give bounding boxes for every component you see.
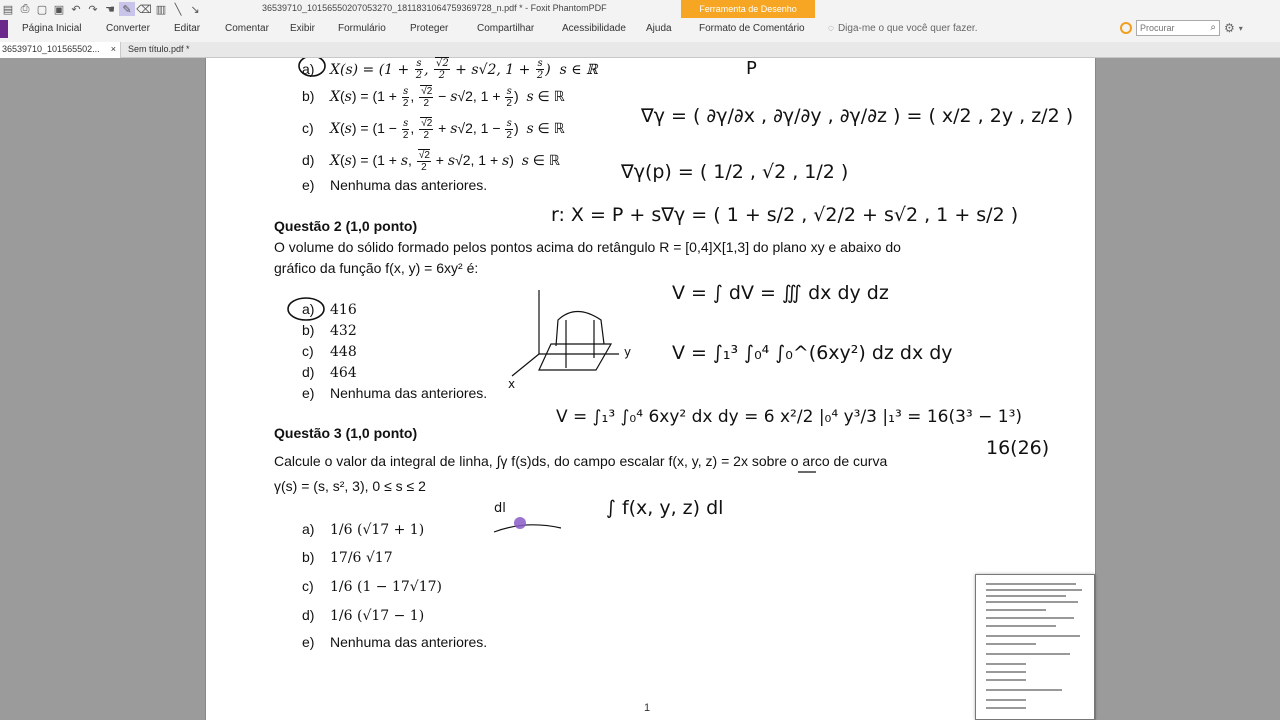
q1-option-a: a) X(s) = (1 + $\frac{s}{2}$ , $\frac{√2}{2}$ + s√2, 1 + $\frac{s}{2}$ ) s ∈ ℝ: [302, 58, 598, 81]
file-menu-button[interactable]: [0, 20, 8, 38]
tell-me-box[interactable]: [828, 23, 977, 34]
pen-cursor-icon: [514, 517, 526, 529]
hand-tool-icon[interactable]: ☚: [105, 2, 115, 16]
hw-3d-sketch: [512, 290, 619, 376]
hw-volume-3: V = ∫₁³ ∫₀⁴ 6xy² dx dy = 6 x²/2 |₀⁴ y³/3 |₁³ = 16(3³ − 1³): [556, 407, 1023, 427]
hw-line-integral: ∫ f(x, y, z) dl: [606, 497, 724, 519]
hw-gradient-definition: ∇γ = ( ∂γ/∂x , ∂γ/∂y , ∂γ/∂z ) = ( x/2 , 2y , z/2 ): [641, 105, 1074, 127]
pencil-icon[interactable]: ✎: [119, 2, 135, 16]
q1-option-c: c) X(s) = (1 − $\frac{s}{2}$ , $\frac{√2}{2}$ + s√2, 1 − $\frac{s}{2}$ ) s ∈ ℝ: [302, 118, 565, 141]
open-icon[interactable]: ▣: [53, 2, 65, 16]
hw-p-label: P: [746, 58, 757, 79]
q1-option-b: b) X(s) = (1 + $\frac{s}{2}$ , $\frac{√2}{2}$ − s√2, 1 + $\frac{s}{2}$ ) s ∈ ℝ: [302, 86, 565, 109]
q2-option-d: d) 464: [302, 364, 357, 381]
quick-access-toolbar: [0, 2, 203, 16]
tell-me-text: Diga-me o que você quer fazer.: [837, 23, 978, 34]
lightbulb-icon: ◌: [828, 23, 834, 34]
document-tabs: [0, 42, 1280, 58]
tab-editar[interactable]: Editar: [174, 23, 201, 34]
arrow-tool-icon[interactable]: ↘: [190, 2, 200, 16]
q2-statement-line2: gráfico da função f(x, y) = 6xy² é:: [274, 260, 479, 276]
hw-gradient-at-p: ∇γ(p) = ( 1/2 , √2 , 1/2 ): [621, 161, 849, 183]
q3-option-e: e) Nenhuma das anteriores.: [302, 634, 488, 650]
hw-line-equation: r: X = P + s∇γ = ( 1 + s/2 , √2/2 + s√2 , 1 + s/2 ): [551, 204, 1019, 226]
hw-volume-2: V = ∫₁³ ∫₀⁴ ∫₀^(6xy²) dz dx dy: [672, 342, 953, 364]
document-workspace[interactable]: [0, 58, 1280, 720]
gear-icon[interactable]: ⚙: [1224, 21, 1235, 35]
redo-icon[interactable]: ↷: [88, 2, 98, 16]
pdf-page[interactable]: [205, 58, 1096, 720]
drawing-tool-context-tab[interactable]: Ferramenta de Desenho: [681, 0, 815, 18]
page-thumbnail-navigator[interactable]: [975, 574, 1095, 720]
print-icon[interactable]: ⎙: [20, 2, 30, 15]
tab-converter[interactable]: Converter: [106, 23, 150, 34]
chevron-down-icon[interactable]: ▾: [1238, 23, 1243, 33]
page-icon[interactable]: ▢: [36, 2, 48, 16]
page-number: 1: [644, 702, 651, 714]
window-title: 36539710_10156550207053270_1811831064759369728_n.pdf * - Foxit PhantomPDF: [262, 3, 607, 13]
doc-tab-sem-titulo[interactable]: [126, 42, 190, 58]
hw-curve-dl: [494, 525, 561, 532]
tab-formato-de-comentario[interactable]: Formato de Comentário: [699, 23, 805, 34]
q3-statement-line2: γ(s) = (s, s², 3), 0 ≤ s ≤ 2: [274, 478, 426, 494]
coin-icon[interactable]: [1120, 22, 1132, 34]
q3-option-d: d) 1/6 (√17 − 1): [302, 607, 425, 624]
hw-volume-1: V = ∫ dV = ∭ dx dy dz: [672, 282, 889, 304]
q1-option-d: d) X(s) = (1 + s, $\frac{√2}{2}$ + s√2, 1 + s) s ∈ ℝ: [302, 150, 560, 173]
q3-title: Questão 3 (1,0 ponto): [274, 425, 418, 441]
search-icon[interactable]: ⌕: [1210, 22, 1216, 33]
file-icon[interactable]: ▤: [2, 2, 14, 16]
tab-ajuda[interactable]: Ajuda: [646, 23, 672, 34]
tab-exibir[interactable]: Exibir: [290, 23, 316, 34]
ribbon-tabs: [0, 18, 1280, 42]
q3-option-b: b) 17/6 √17: [302, 549, 393, 566]
q3-option-c: c) 1/6 (1 − 17√17): [302, 578, 442, 595]
tab-formulario[interactable]: Formulário: [338, 23, 386, 34]
tab-comentar[interactable]: Comentar: [225, 23, 269, 34]
hw-dl-label: dl: [494, 501, 506, 516]
title-bar: [0, 0, 1280, 18]
search-box: [1136, 20, 1220, 36]
hw-axis-y: y: [624, 345, 632, 359]
q2-option-a: a) 416: [302, 301, 357, 318]
q2-option-e: e) Nenhuma das anteriores.: [302, 385, 488, 401]
doc-tab-active[interactable]: [0, 42, 121, 58]
ribbon-right-controls: [1120, 20, 1243, 36]
undo-icon[interactable]: ↶: [71, 2, 81, 16]
q2-title: Questão 2 (1,0 ponto): [274, 218, 418, 234]
hw-volume-result: 16(26): [986, 437, 1050, 459]
line-tool-icon[interactable]: ╲: [174, 2, 182, 16]
tab-acessibilidade[interactable]: Acessibilidade: [562, 23, 626, 34]
q3-statement-line1: Calcule o valor da integral de linha, ∫γ f(s)ds, do campo escalar f(x, y, z) = 2x sobre o arco de curva: [274, 453, 888, 469]
doc-tab-label: Sem título.pdf *: [128, 44, 190, 54]
hw-axis-x: x: [508, 377, 516, 391]
eraser-icon[interactable]: ⌫: [136, 2, 152, 16]
q3-option-a: a) 1/6 (√17 + 1): [302, 521, 425, 538]
search-input[interactable]: [1137, 21, 1203, 35]
tab-compartilhar[interactable]: Compartilhar: [477, 23, 535, 34]
q1-option-e: e) Nenhuma das anteriores.: [302, 177, 488, 193]
q2-statement-line1: O volume do sólido formado pelos pontos acima do retângulo R = [0,4]X[1,3] do plano xy e abaixo do: [274, 239, 901, 255]
highlight-icon[interactable]: ▥: [155, 2, 167, 16]
tab-pagina-inicial[interactable]: Página Inicial: [22, 23, 82, 34]
q2-option-c: c) 448: [302, 343, 357, 360]
tab-proteger[interactable]: Proteger: [410, 23, 449, 34]
doc-tab-label: 36539710_101565502...: [2, 44, 100, 54]
close-icon[interactable]: ×: [110, 44, 116, 54]
q2-option-b: b) 432: [302, 322, 357, 339]
